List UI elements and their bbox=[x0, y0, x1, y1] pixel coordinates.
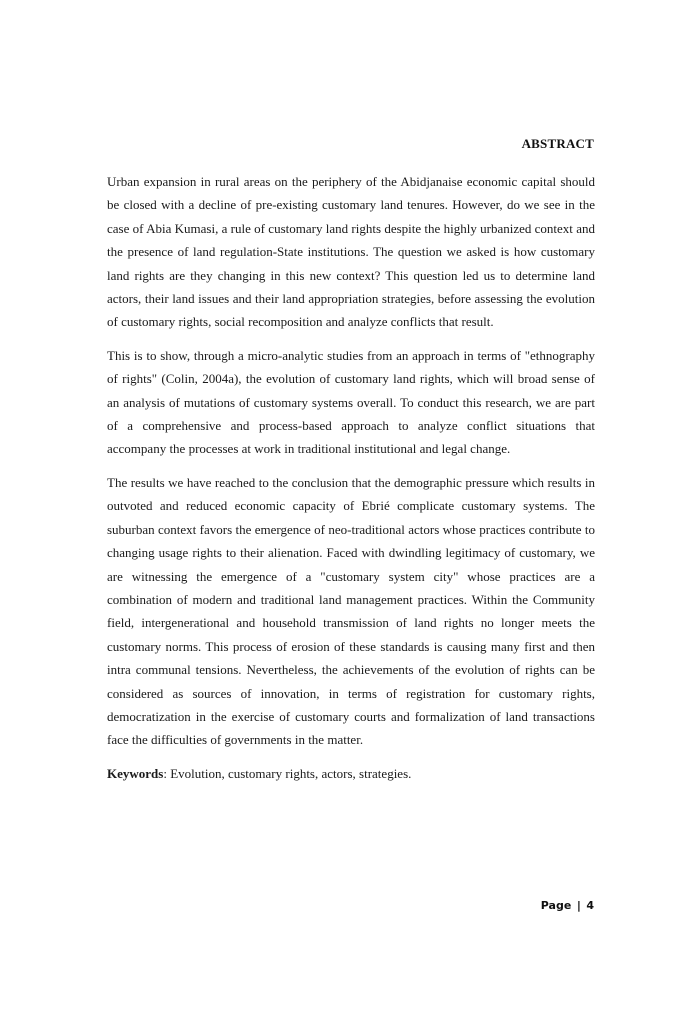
page-number-footer bbox=[541, 899, 594, 912]
keywords-label: Keywords bbox=[107, 765, 164, 781]
abstract-paragraph-1: Urban expansion in rural areas on the periphery of the Abidjanaise economic capital should be closed with a decline of pre-existing customary land tenures. However, do we see in the case of Abia Kumasi, a rule of customary land rights despite the highly urbanized context and the presence of land regulation-State institutions. The question we asked is how customary land rights are they changing in this new context? This question led us to determine land actors, their land issues and their land appropriation strategies, before assessing the evolution of customary rights, social recomposition and analyze conflicts that result. bbox=[107, 174, 595, 330]
abstract-heading: ABSTRACT bbox=[521, 136, 594, 151]
abstract-paragraph-3: The results we have reached to the conclusion that the demographic pressure which results in outvoted and reduced economic capacity of Ebrié complicate customary systems. The suburban context favors the emergence of neo-traditional actors whose practices contribute to changing usage rights to their alienation. Faced with dwindling legitimacy of customary, we are witnessing the emergence of a "customary system city" whose practices are a combination of modern and traditional land management practices. Within the Community field, intergenerational and household transmission of land rights no longer meets the customary norms. This process of erosion of these standards is causing many first and then intra communal tensions. Nevertheless, the achievements of the evolution of rights can be considered as sources of innovation, in terms of registration for customary rights, democratization in the exercise of customary courts and formalization of land transactions face the difficulties of governments in the matter. bbox=[107, 474, 595, 748]
page-separator: | bbox=[576, 899, 581, 912]
keywords-text: : Evolution, customary rights, actors, strategies. bbox=[163, 765, 412, 781]
abstract-paragraph-2: This is to show, through a micro-analytic studies from an approach in terms of "ethnography of rights" (Colin, 2004a), the evolution of customary land rights, which will broad sense of an analysis of mutations of customary systems overall. To conduct this research, we are part of a comprehensive and process-based approach to analyze conflict situations that accompany the processes at work in traditional institutional and legal change. bbox=[107, 347, 595, 457]
page-number-value: 4 bbox=[586, 899, 594, 912]
abstract-body bbox=[107, 170, 595, 785]
keywords-line bbox=[107, 762, 595, 785]
page-label: Page bbox=[540, 899, 572, 912]
